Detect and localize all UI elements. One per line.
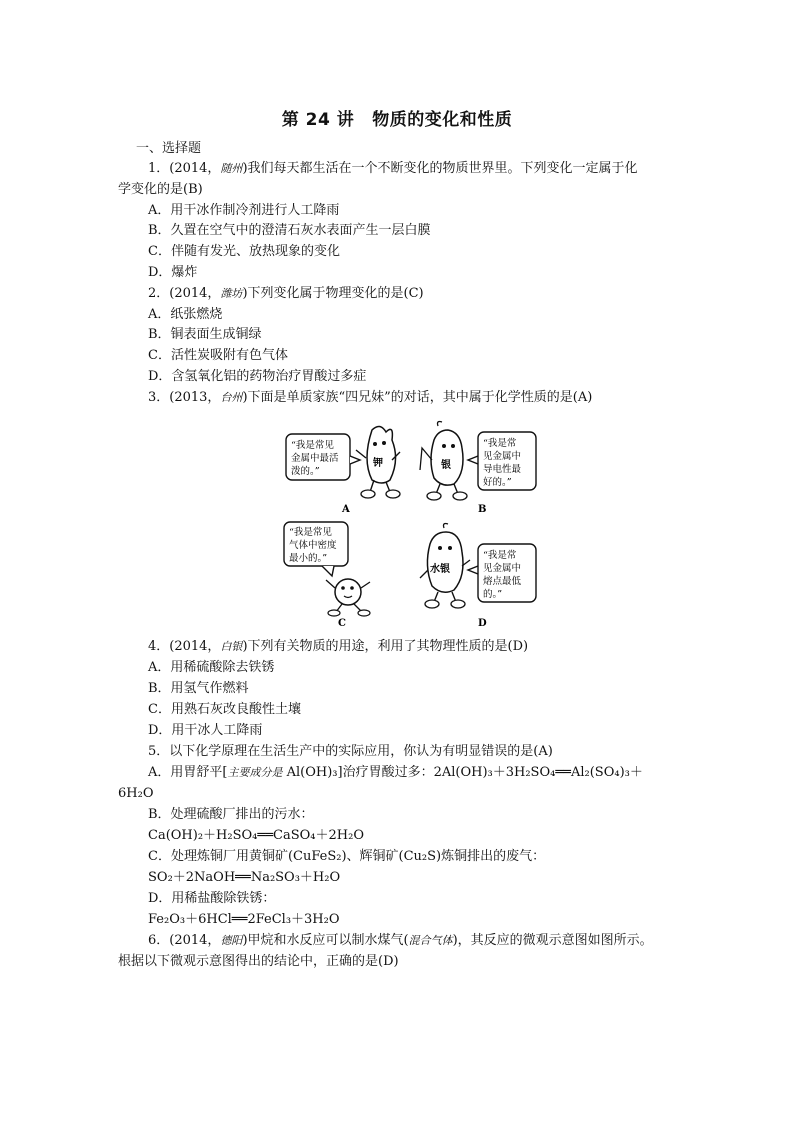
q1-source: 随州 — [220, 162, 243, 175]
q1-stem-line1: 1．(2014，随州)我们每天都生活在一个不断变化的物质世界里。下列变化一定属于化 — [148, 161, 638, 176]
lecture-topic: 物质的变化和性质 — [372, 110, 513, 130]
q4-option-b: B．用氢气作燃料 — [148, 681, 249, 696]
q4-source: 白银 — [220, 640, 243, 653]
q5-option-a-line2: 6H₂O — [118, 786, 154, 801]
q5-option-c-line1: C．处理炼铜厂用黄铜矿(CuFeS₂)、辉铜矿(Cu₂S)炼铜排出的废气： — [148, 849, 546, 864]
q3-stem: 3．(2013，台州)下面是单质家族“四兄妹”的对话，其中属于化学性质的是(A) — [148, 390, 593, 405]
q6-stem-line2: 根据以下微观示意图得出的结论中，正确的是(D) — [118, 954, 399, 969]
figure-b-character: 银 — [441, 460, 451, 471]
figure-b-bubble-line2: 见金属中 — [483, 451, 522, 462]
q5-option-b-equation: Ca(OH)₂＋H₂SO₄══CaSO₄＋2H₂O — [148, 828, 364, 843]
q5-option-d-equation: Fe₂O₃＋6HCl══2FeCl₃＋3H₂O — [148, 912, 340, 927]
q2-stem: 2．(2014，潍坊)下列变化属于物理变化的是(C) — [148, 286, 424, 301]
q3-source: 台州 — [220, 391, 243, 404]
q5-option-b-line1: B．处理硫酸厂排出的污水： — [148, 807, 314, 822]
q4-option-a: A．用稀硫酸除去铁锈 — [148, 660, 275, 675]
figure-a-bubble-line2: 金属中最活 — [291, 453, 339, 464]
q6-note: 混合气体 — [408, 934, 453, 947]
figure-c-bubble-line2: 气体中密度 — [289, 540, 337, 551]
figure-c-bubble-line3: 最小的。” — [289, 553, 328, 564]
q4-option-c: C．用熟石灰改良酸性土壤 — [148, 702, 301, 717]
figure-a-bubble-line3: 泼的。” — [291, 466, 320, 477]
page-title — [0, 105, 794, 130]
figure-b-silver — [420, 422, 536, 516]
q2-option-d: D．含氢氧化铝的药物治疗胃酸过多症 — [148, 369, 367, 384]
q5-option-a-note: 主要成分是 — [227, 766, 283, 779]
q2-option-c: C．活性炭吸附有色气体 — [148, 348, 288, 363]
q2-option-a: A．纸张燃烧 — [148, 307, 223, 322]
figure-a-bubble-line1: “我是常见 — [291, 440, 334, 451]
figure-d-bubble-line1: “我是常 — [483, 550, 517, 561]
figure-d-label: D — [478, 618, 487, 629]
figure-d-mercury — [420, 524, 536, 630]
lecture-number: 第 24 讲 — [281, 110, 355, 130]
figure-c-bubble-line1: “我是常见 — [289, 527, 332, 538]
q1-option-a: A．用干冰作制冷剂进行人工降雨 — [148, 203, 340, 218]
figure-b-bubble-line4: 好的。” — [483, 477, 512, 488]
q2-option-b: B．铜表面生成铜绿 — [148, 327, 262, 342]
q4-stem: 4．(2014，白银)下列有关物质的用途，利用了其物理性质的是(D) — [148, 639, 529, 654]
q5-stem: 5．以下化学原理在生活生产中的实际应用，你认为有明显错误的是(A) — [148, 744, 553, 759]
figure-c-hydrogen — [284, 522, 370, 629]
q5-option-c-equation: SO₂＋2NaOH══Na₂SO₃＋H₂O — [148, 870, 341, 885]
q2-source: 潍坊 — [220, 287, 243, 300]
figure-a-potassium — [286, 426, 400, 515]
q5-option-d-line1: D．用稀盐酸除铁锈： — [148, 891, 276, 906]
q1-option-b: B．久置在空气中的澄清石灰水表面产生一层白膜 — [148, 223, 431, 238]
four-siblings-figure — [282, 420, 542, 632]
q1-option-c: C．伴随有发光、放热现象的变化 — [148, 244, 340, 259]
figure-b-bubble-line1: “我是常 — [483, 438, 517, 449]
figure-d-character: 水银 — [430, 564, 450, 575]
figure-a-label: A — [342, 504, 350, 515]
q1-stem-line2: 学变化的是(B) — [118, 182, 203, 197]
figure-d-bubble-line3: 熔点最低 — [483, 576, 522, 587]
figure-b-label: B — [478, 504, 487, 515]
q4-option-d: D．用干冰人工降雨 — [148, 723, 263, 738]
q1-option-d: D．爆炸 — [148, 265, 198, 280]
figure-b-bubble-line3: 导电性最 — [483, 464, 522, 475]
figure-d-bubble-line2: 见金属中 — [483, 563, 522, 574]
q6-source: 德阳 — [220, 934, 243, 947]
section-heading: 一、选择题 — [136, 141, 202, 156]
q6-stem-line1: 6．(2014，德阳)甲烷和水反应可以制水煤气(混合气体)，其反应的微观示意图如图所示。 — [148, 933, 653, 948]
figure-a-character: 钾 — [373, 458, 383, 469]
figure-c-label: C — [338, 618, 346, 629]
q5-option-a-line1: A．用胃舒平[主要成分是 Al(OH)₃]治疗胃酸过多：2Al(OH)₃＋3H₂SO₄══Al₂(SO₄)₃＋ — [148, 765, 643, 780]
figure-d-bubble-line4: 的。” — [483, 589, 503, 600]
